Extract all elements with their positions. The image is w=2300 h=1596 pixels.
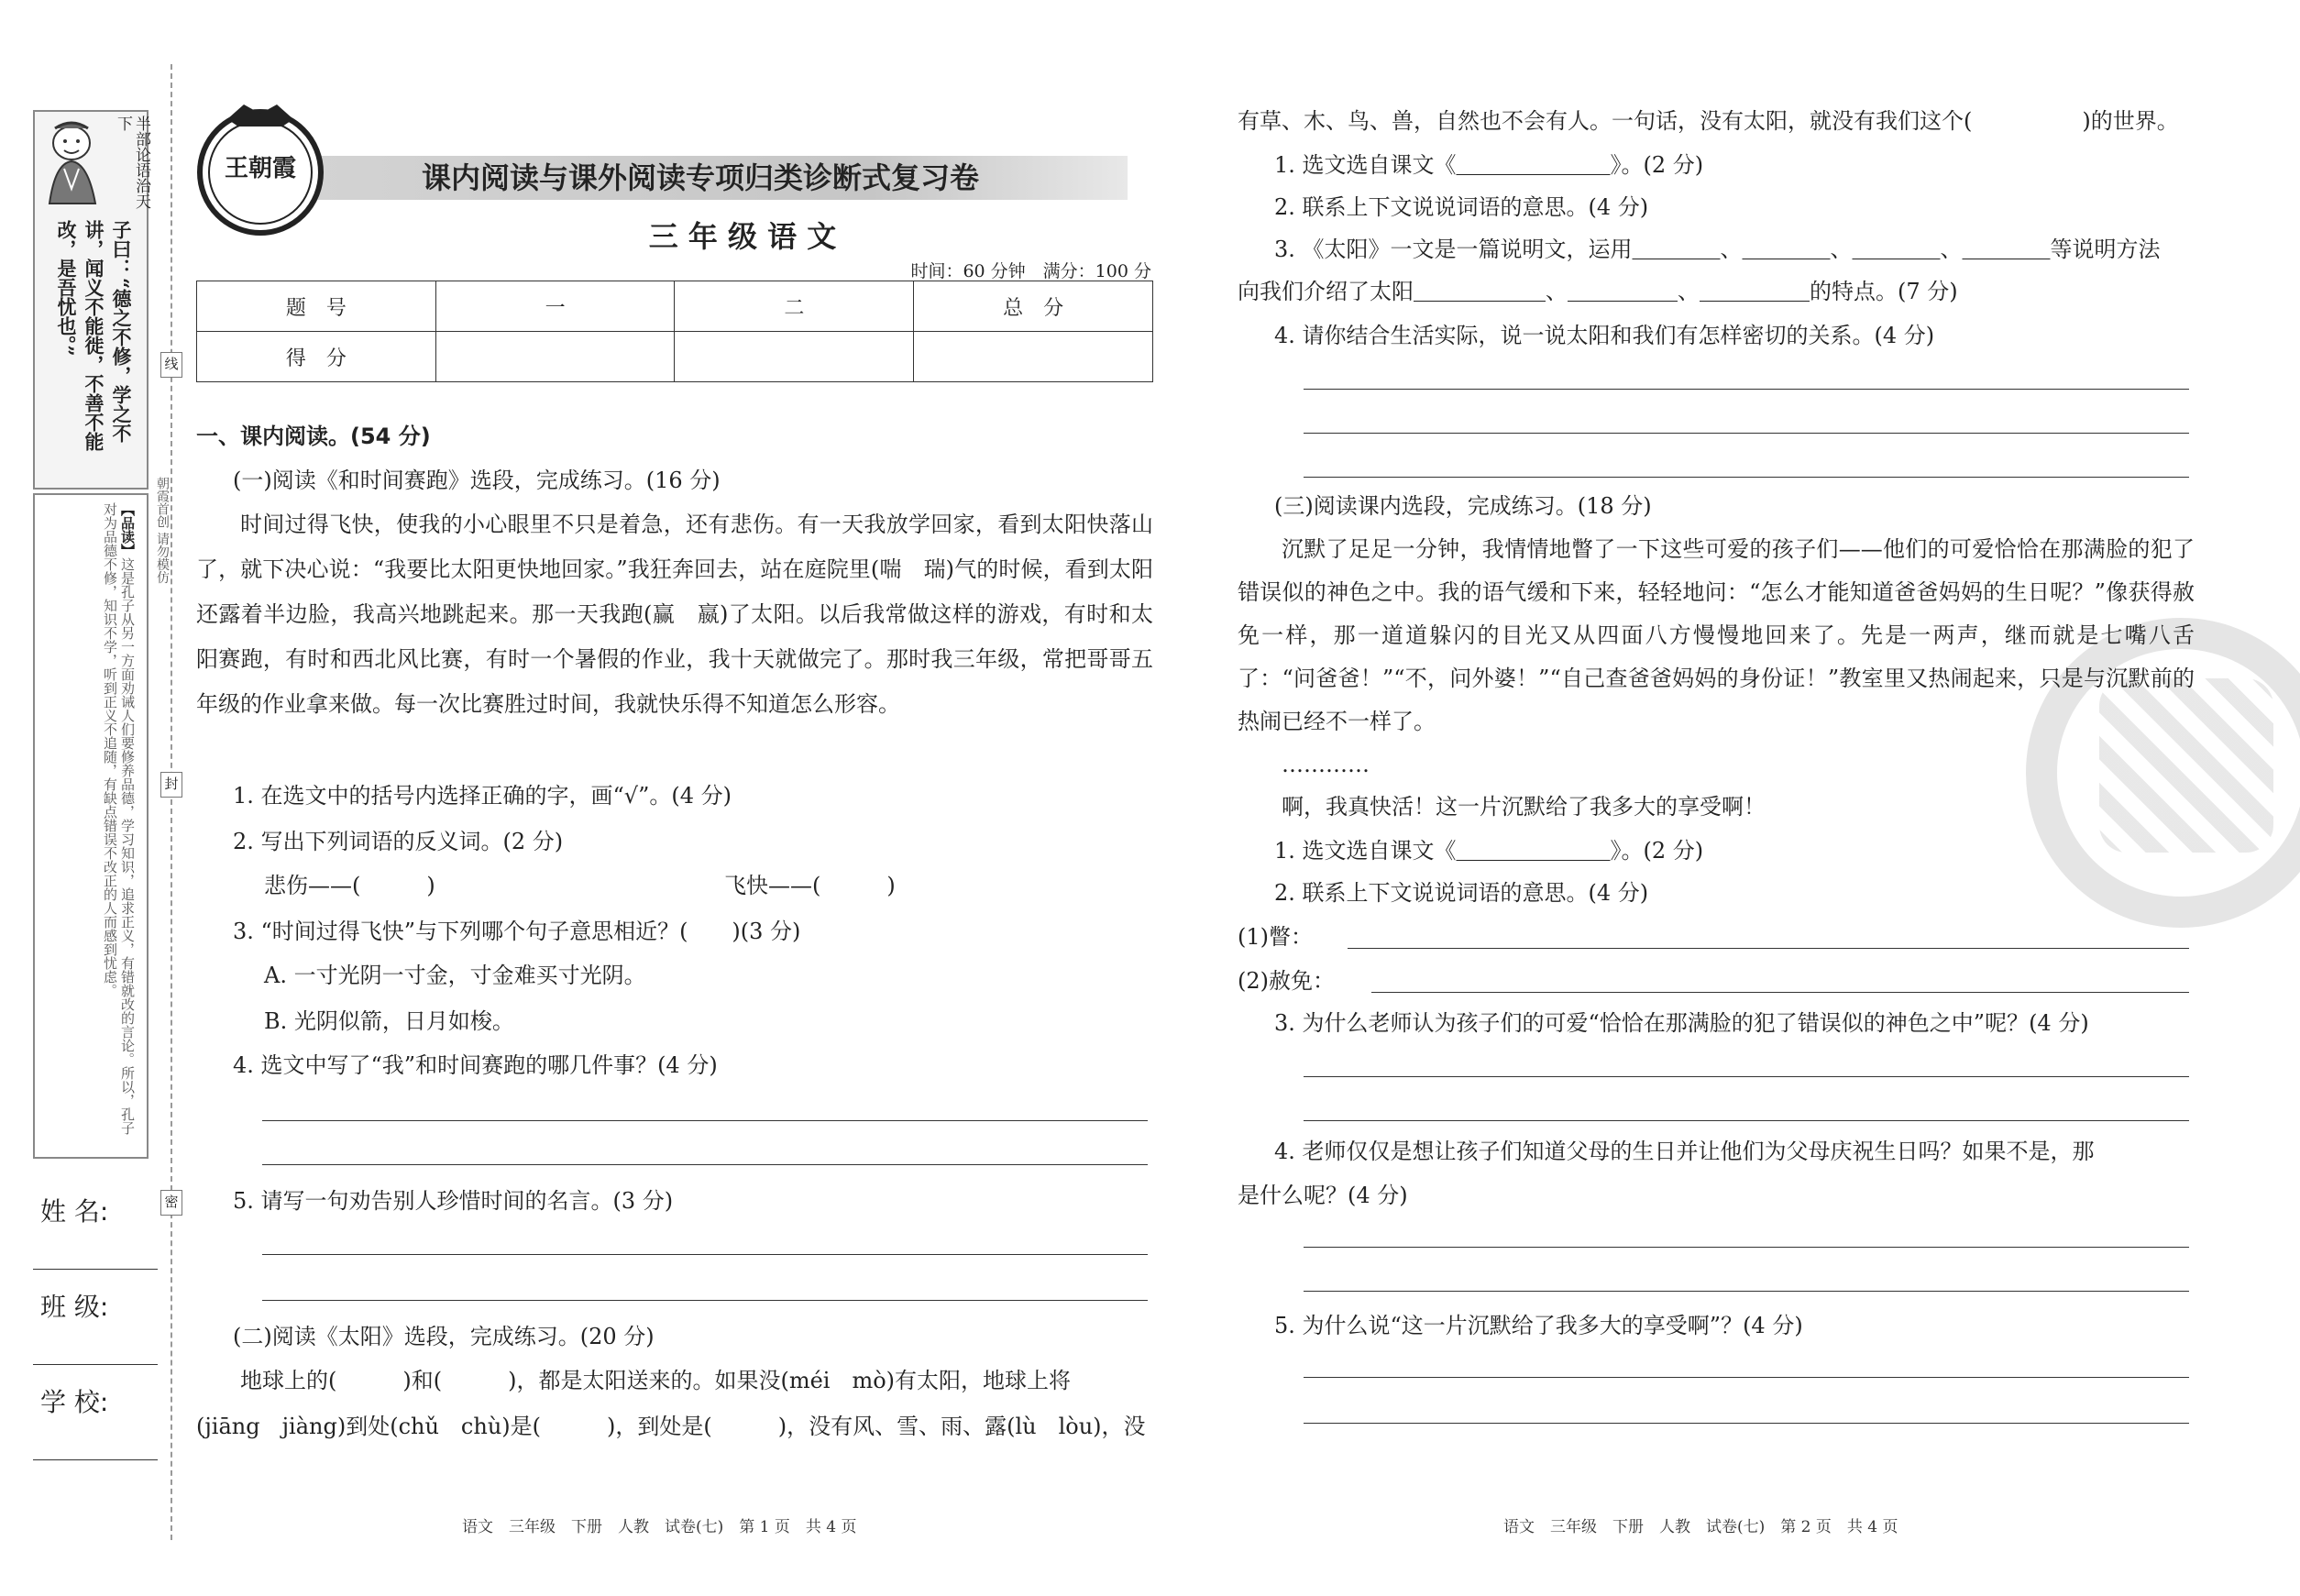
page-2-footer: 语文 三年级 下册 人教 试卷(七) 第 2 页 共 4 页 [1503,1518,1898,1536]
p1-question-5: 5. 请写一句劝告别人珍惜时间的名言。(3 分) [233,1188,674,1214]
pinyue-text [44,502,136,1144]
answer-line[interactable] [1304,477,2189,478]
score-input[interactable] [675,332,914,382]
confucius-cartoon-icon [37,116,108,207]
score-cell: 题 号 [197,281,436,332]
original-notice: 朝霞首创 请勿模仿 [155,477,170,584]
p1-question-2: 2. 写出下列词语的反义词。(2 分) [233,829,564,854]
part2-passage-line-1: 地球上的( )和( )，都是太阳送来的。如果没(méi mò)有太阳，地球上将 [240,1368,1072,1393]
p1-q3-option-b[interactable]: B. 光阴似箭，日月如梭。 [264,1008,514,1034]
p2-q2-word-a: (1)瞥： [1238,924,1313,950]
answer-line[interactable] [1348,948,2189,949]
p2-part3-question-3: 3. 为什么老师认为孩子们的可爱“恰恰在那满脸的犯了错误似的神色之中”呢？(4 分) [1274,1010,2089,1036]
score-input[interactable] [435,332,675,382]
part3-title: (三)阅读课内选段，完成练习。(18 分) [1274,493,1652,519]
field-name-input[interactable] [33,1269,158,1270]
p1-question-4: 4. 选文中写了“我”和时间赛跑的哪几件事？(4 分) [233,1052,718,1078]
part1-title: (一)阅读《和时间赛跑》选段，完成练习。(16 分) [233,468,721,493]
answer-line[interactable] [1304,1291,2189,1292]
score-cell: 二 [675,281,914,332]
part3-passage: 沉默了足足一分钟，我情情地瞥了一下这些可爱的孩子们——他们的可爱恰恰在那满脸的犯了错误似的神色之中。我的语气缓和下来，轻轻地问：“怎么才能知道爸爸妈妈的生日呢？”像获得赦免一样，那一道道躲闪的目光又从四面八方慢慢地回来了。先是一两声，继而就是七嘴八舌了：“问爸爸！”“不，问外婆！”“自己查爸爸妈妈的身份证！”教室里又热闹起来，只是与沉默前的热闹已经不一样了。 [1238,536,2195,734]
p2-part3-question-5: 5. 为什么说“这一片沉默给了我多大的享受啊”？(4 分) [1274,1313,1803,1338]
field-class-label: 班 级: [40,1292,109,1322]
logo-text: 王朝霞 [224,155,296,182]
binding-dashed-line [171,64,172,1540]
answer-line[interactable] [1304,433,2189,434]
p2-part3-question-2: 2. 联系上下文说说词语的意思。(4 分) [1274,880,1649,906]
score-cell: 一 [435,281,675,332]
score-cell: 总 分 [914,281,1153,332]
answer-line[interactable] [1304,1120,2189,1121]
answer-line[interactable] [262,1300,1148,1301]
answer-line[interactable] [1304,1247,2189,1248]
p2-part3-question-1: 1. 选文选自课文《＿＿＿＿＿＿＿》。(2 分) [1274,838,1704,864]
p2-question-1: 1. 选文选自课文《＿＿＿＿＿＿＿》。(2 分) [1274,152,1704,178]
p1-question-1: 1. 在选文中的括号内选择正确的字，画“√”。(4 分) [233,783,732,809]
answer-line[interactable] [1371,992,2189,993]
seal-char-feng: 封 [160,772,182,798]
score-input[interactable] [914,332,1153,382]
section-title: 一、课内阅读。(54 分) [196,424,431,449]
time-info: 时间：60 分钟 满分：100 分 [910,261,1151,281]
answer-line[interactable] [1304,1076,2189,1077]
p2-question-2: 2. 联系上下文说说词语的意思。(4 分) [1274,194,1649,220]
answer-line[interactable] [1304,1377,2189,1378]
answer-line[interactable] [262,1164,1148,1165]
part2-passage-line-2: (jiāng jiàng)到处(chǔ chù)是( )，到处是( )，没有风、雪、雨、露(lù lòu)，没 [196,1414,1146,1439]
p1-question-3: 3. “时间过得飞快”与下列哪个句子意思相近？( )(3 分) [233,919,801,944]
confucius-quote: 子曰：“德之不修，学之不讲，闻义不能徙，不善不能改，是吾忧也。” [55,220,133,451]
banner-title: 课内阅读与课外阅读专项归类诊断式复习卷 [422,160,980,195]
p2-part3-question-4-line-1: 4. 老师仅仅是想让孩子们知道父母的生日并让他们为父母庆祝生日吗？如果不是，那 [1274,1139,2095,1164]
p2-question-4: 4. 请你结合生活实际，说一说太阳和我们有怎样密切的关系。(4 分) [1274,323,1935,348]
p2-question-3-line-2: 向我们介绍了太阳＿＿＿＿＿＿、＿＿＿＿＿、＿＿＿＿＿的特点。(7 分) [1238,279,1958,304]
pinyue-body: 这是孔子从另一方面劝诫人们要修养品德，学习知识，追求正义，有错就改的言论。所以，孔子对为品德不修，知识不学，听到正义不追随，有缺点错误不改正的人而感到忧虑。 [102,502,136,1135]
answer-line[interactable] [1304,389,2189,390]
answer-line[interactable] [1304,1423,2189,1424]
p2-q2-word-b: (2)赦免： [1238,968,1335,994]
part1-passage: 时间过得飞快，使我的小心眼里不只是着急，还有悲伤。有一天我放学回家，看到太阳快落山了，就下决心说：“我要比太阳更快地回家。”我狂奔回去，站在庭院里(喘 瑞)气的时候，看到太阳还露着半边脸，我高兴地跳起来。那一天我跑(赢 嬴)了太阳。以后我常做这样的游戏，有时和太阳赛跑，有时和西北风比赛，有时一个暑假的作业，我十天就做完了。那时我三年级，常把哥哥五年级的作业拿来做。每一次比赛胜过时间，我就快乐得不知道怎么形容。 [196,512,1153,717]
field-class-input[interactable] [33,1364,158,1365]
answer-line[interactable] [262,1254,1148,1255]
pinyue-title: 【品读】 [119,502,136,557]
seal-char-line: 线 [160,352,182,378]
part3-last-line: 啊，我真快活！这一片沉默给了我多大的享受啊！ [1282,794,1766,820]
subject-title: 三 年 级 语 文 [648,219,837,254]
score-table [196,281,1153,382]
p1-q3-option-a[interactable]: A. 一寸光阴一寸金，寸金难买寸光阴。 [264,963,646,988]
seal-char-mi: 密 [160,1190,182,1216]
strip-vertical-label: 半部论语治天下 [114,116,150,209]
p1-q2-word-b[interactable]: 飞快——( ) [724,873,896,898]
score-cell: 得 分 [197,332,436,382]
score-row-values [197,332,1153,382]
field-name-label: 姓 名: [40,1196,109,1227]
part2-title: (二)阅读《太阳》选段，完成练习。(20 分) [233,1324,655,1349]
field-school-label: 学 校: [40,1387,109,1417]
p1-q2-word-a[interactable]: 悲伤——( ) [264,873,435,898]
score-row-header [197,281,1153,332]
part3-ellipsis: ………… [1282,752,1370,777]
p2-continuation: 有草、木、鸟、兽，自然也不会有人。一句话，没有太阳，就没有我们这个( )的世界。 [1238,108,2179,134]
page-1-footer: 语文 三年级 下册 人教 试卷(七) 第 1 页 共 4 页 [462,1518,857,1536]
answer-line[interactable] [262,1120,1148,1121]
p2-question-3-line-1: 3. 《太阳》一文是一篇说明文，运用＿＿＿＿、＿＿＿＿、＿＿＿＿、＿＿＿＿等说明方法 [1274,237,2161,262]
field-school-input[interactable] [33,1459,158,1460]
p2-part3-question-4-line-2: 是什么呢？(4 分) [1238,1183,1408,1208]
